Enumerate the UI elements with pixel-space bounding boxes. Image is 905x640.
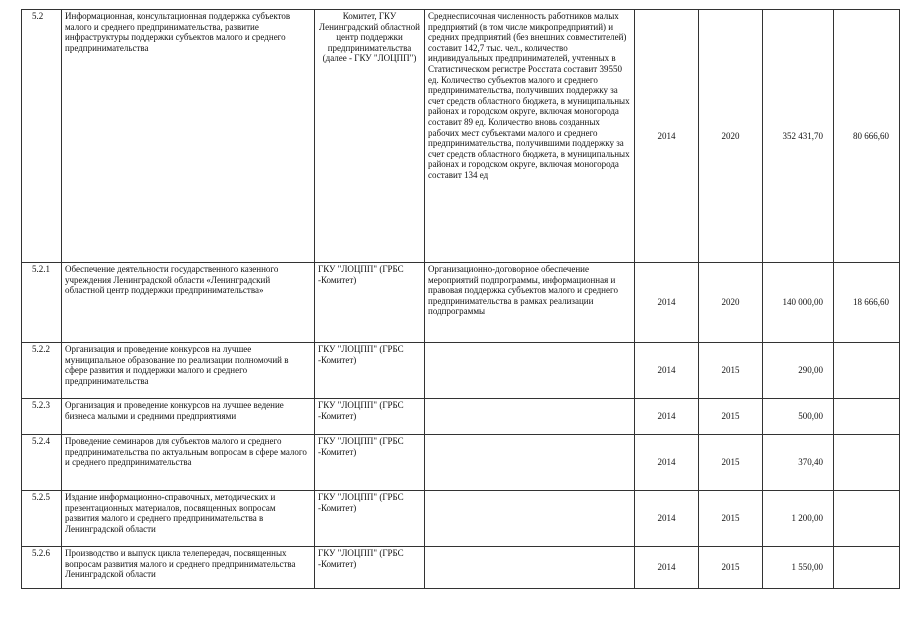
end-year: 2020 xyxy=(699,263,763,343)
total-amount: 1 200,00 xyxy=(763,491,834,547)
yearly-amount xyxy=(834,343,900,399)
start-year: 2014 xyxy=(635,435,699,491)
row-number: 5.2 xyxy=(22,10,62,263)
table-row xyxy=(22,399,900,435)
yearly-amount xyxy=(834,491,900,547)
activity-name: Издание информационно-справочных, методических и презентационных материалов, посвященных вопросам развития малого и среднего предпринимательства в Ленинградской области xyxy=(62,491,315,547)
end-year: 2015 xyxy=(699,547,763,589)
executor: ГКУ "ЛОЦПП" (ГРБС -Комитет) xyxy=(315,547,425,589)
activity-name: Обеспечение деятельности государственного казенного учреждения Ленинградской области «Ленинградский областной центр поддержки предпринимательства» xyxy=(62,263,315,343)
executor: ГКУ "ЛОЦПП" (ГРБС -Комитет) xyxy=(315,343,425,399)
end-year: 2020 xyxy=(699,10,763,263)
expected-result xyxy=(425,435,635,491)
table-row xyxy=(22,435,900,491)
row-number: 5.2.3 xyxy=(22,399,62,435)
start-year: 2014 xyxy=(635,491,699,547)
row-number: 5.2.2 xyxy=(22,343,62,399)
table-row xyxy=(22,343,900,399)
yearly-amount xyxy=(834,547,900,589)
yearly-amount: 18 666,60 xyxy=(834,263,900,343)
start-year: 2014 xyxy=(635,10,699,263)
expected-result: Среднесписочная численность работников малых предприятий (в том числе микропредприятий) и средних предприятий (без внешних совместителей) составит 142,7 тыс. чел., количество индивидуальных предпринимателей, учтенных в Статистическом регистре Росстата составит 39550 ед. Количество субъектов малого и среднего предпринимательства, получивших поддержку за счет средств областного бюджета, в муниципальных районах и городском округе, включая моногорода составит 89 ед. Количество вновь созданных рабочих мест субъектами малого и среднего предпринимательства, получившими поддержку за счет средств областного бюджета, в муниципальных районах и городском округе, включая моногорода составит 134 ед xyxy=(425,10,635,263)
expected-result: Организационно-договорное обеспечение мероприятий подпрограммы, информационная и правовая поддержка субъектов малого и среднего предпринимательства в рамках реализации подпрограммы xyxy=(425,263,635,343)
total-amount: 1 550,00 xyxy=(763,547,834,589)
executor: ГКУ "ЛОЦПП" (ГРБС -Комитет) xyxy=(315,399,425,435)
start-year: 2014 xyxy=(635,343,699,399)
expected-result xyxy=(425,399,635,435)
executor: ГКУ "ЛОЦПП" (ГРБС -Комитет) xyxy=(315,491,425,547)
table-row xyxy=(22,547,900,589)
end-year: 2015 xyxy=(699,435,763,491)
table-row xyxy=(22,263,900,343)
total-amount: 290,00 xyxy=(763,343,834,399)
expected-result xyxy=(425,547,635,589)
activity-name: Проведение семинаров для субъектов малого и среднего предпринимательства по актуальным вопросам в сфере малого и среднего предпринимательства xyxy=(62,435,315,491)
executor: Комитет, ГКУ Ленинградский областной центр поддержки предпринимательства (далее - ГКУ "ЛОЦПП") xyxy=(315,10,425,263)
end-year: 2015 xyxy=(699,343,763,399)
end-year: 2015 xyxy=(699,399,763,435)
table-row xyxy=(22,491,900,547)
activity-name: Организация и проведение конкурсов на лучшее муниципальное образование по реализации полномочий в сфере развития и поддержки малого и среднего предпринимательства xyxy=(62,343,315,399)
table-row xyxy=(22,10,900,263)
total-amount: 352 431,70 xyxy=(763,10,834,263)
total-amount: 370,40 xyxy=(763,435,834,491)
row-number: 5.2.5 xyxy=(22,491,62,547)
yearly-amount xyxy=(834,435,900,491)
expected-result xyxy=(425,491,635,547)
row-number: 5.2.1 xyxy=(22,263,62,343)
yearly-amount xyxy=(834,399,900,435)
end-year: 2015 xyxy=(699,491,763,547)
row-number: 5.2.6 xyxy=(22,547,62,589)
executor: ГКУ "ЛОЦПП" (ГРБС -Комитет) xyxy=(315,263,425,343)
executor: ГКУ "ЛОЦПП" (ГРБС -Комитет) xyxy=(315,435,425,491)
activity-name: Производство и выпуск цикла телепередач, посвященных вопросам развития малого и среднего предпринимательства Ленинградской области xyxy=(62,547,315,589)
activity-name: Организация и проведение конкурсов на лучшее ведение бизнеса малыми и средними предприятиями xyxy=(62,399,315,435)
expected-result xyxy=(425,343,635,399)
total-amount: 500,00 xyxy=(763,399,834,435)
start-year: 2014 xyxy=(635,399,699,435)
yearly-amount: 80 666,60 xyxy=(834,10,900,263)
total-amount: 140 000,00 xyxy=(763,263,834,343)
program-activities-table xyxy=(21,9,900,589)
row-number: 5.2.4 xyxy=(22,435,62,491)
activity-name: Информационная, консультационная поддержка субъектов малого и среднего предпринимательства, развитие инфраструктуры поддержки субъектов малого и среднего предпринимательства xyxy=(62,10,315,263)
start-year: 2014 xyxy=(635,263,699,343)
start-year: 2014 xyxy=(635,547,699,589)
